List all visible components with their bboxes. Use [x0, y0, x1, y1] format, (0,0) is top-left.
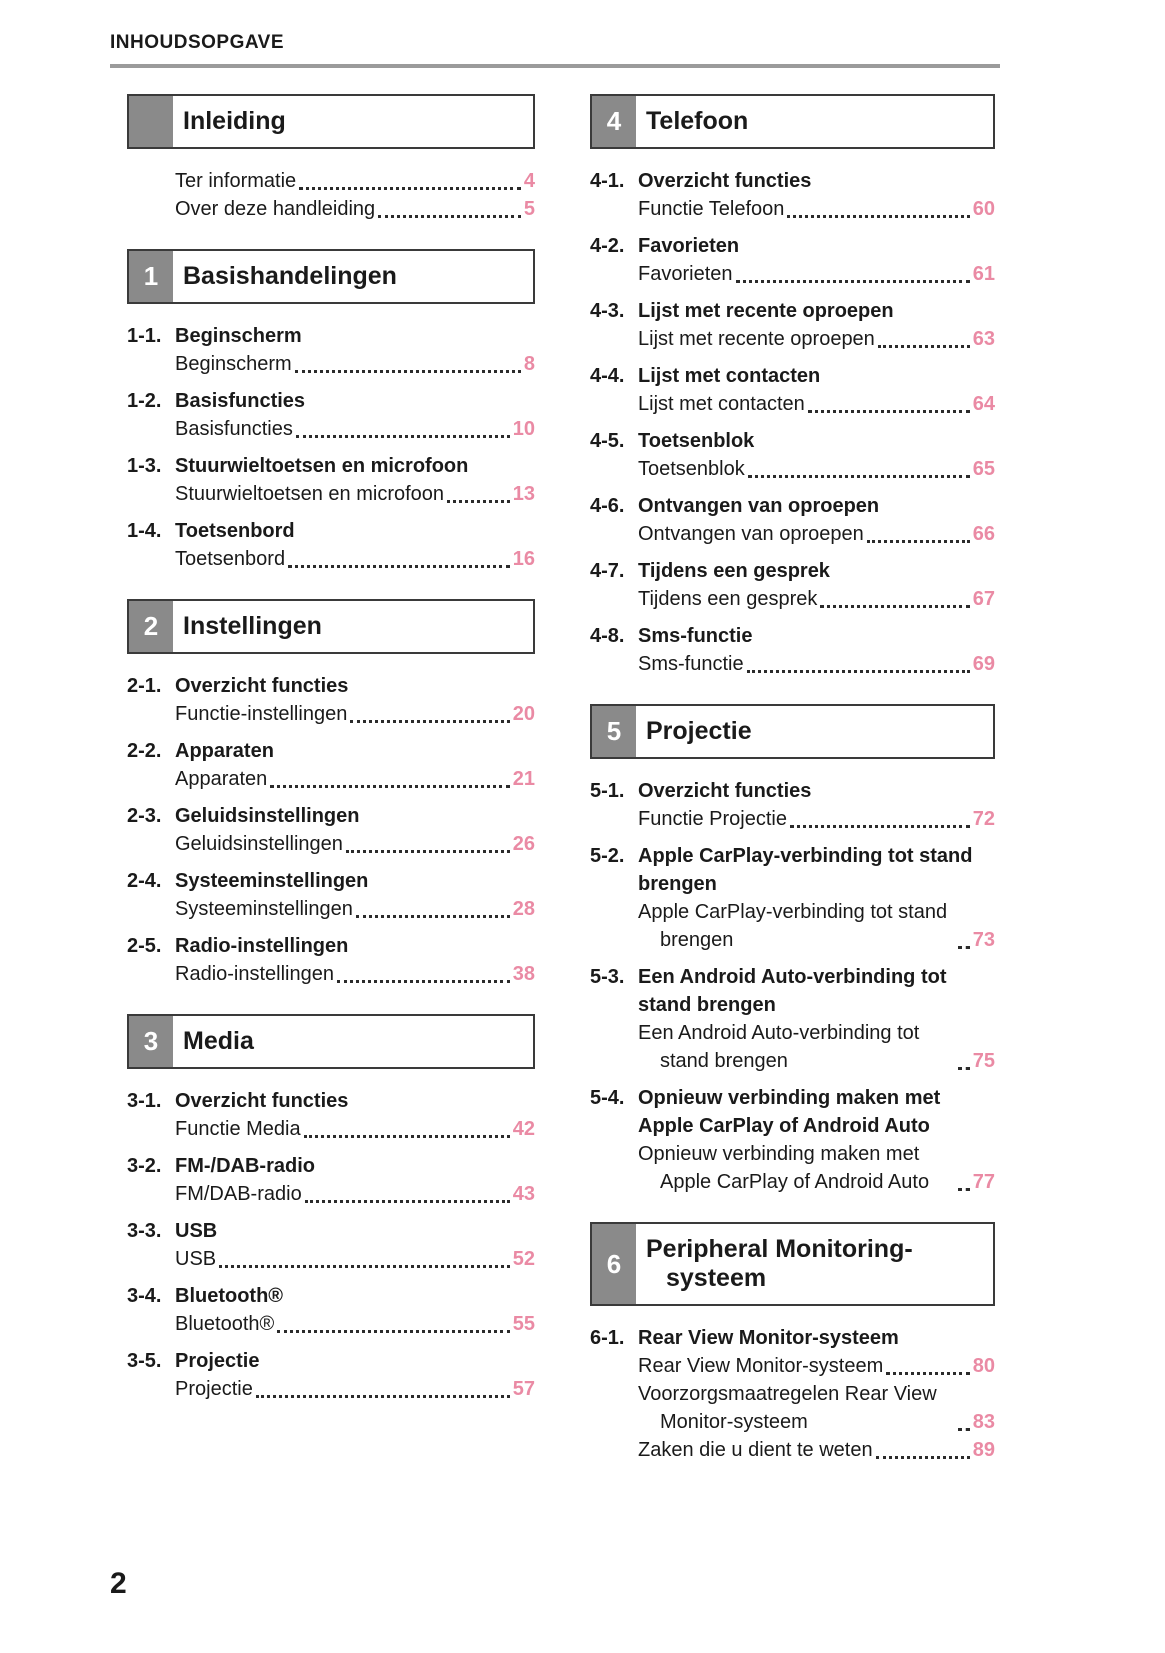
- toc-entry[interactable]: [127, 195, 535, 223]
- subheading-number: 4-1.: [590, 170, 625, 192]
- entry-label: Sms-functie: [638, 653, 744, 675]
- entry-page-number: 26: [512, 833, 535, 855]
- toc-subheading: [127, 1347, 535, 1375]
- toc-subheading: [127, 802, 535, 830]
- toc-entry[interactable]: [127, 700, 535, 728]
- leader-dots: [356, 915, 510, 918]
- toc-entry[interactable]: [127, 1310, 535, 1338]
- chapter-header: [127, 94, 535, 149]
- chapter-title: Instellingen: [183, 612, 322, 640]
- entry-label: Functie-instellingen: [175, 703, 348, 725]
- entry-page-number: 73: [972, 929, 995, 951]
- entry-page-number: 67: [972, 588, 995, 610]
- subheading-label: Een Android Auto-verbinding tot stand brengen: [638, 966, 947, 1016]
- leader-dots: [886, 1372, 969, 1375]
- entry-page-number: 4: [523, 170, 535, 192]
- leader-dots: [790, 825, 970, 828]
- entry-page-number: 64: [972, 393, 995, 415]
- entry-label: Bluetooth®: [175, 1313, 275, 1335]
- chapter-number-badge: 2: [129, 601, 173, 652]
- toc-subheading: [127, 1282, 535, 1310]
- toc-columns: [127, 94, 995, 1464]
- toc-entry[interactable]: [127, 765, 535, 793]
- chapter-header: [590, 94, 995, 149]
- toc-subheading: [127, 452, 535, 480]
- subheading-label: Overzicht functies: [175, 1090, 349, 1112]
- toc-subheading: [590, 777, 995, 805]
- subheading-number: 6-1.: [590, 1327, 625, 1349]
- entry-page-number: 43: [512, 1183, 535, 1205]
- leader-dots: [277, 1330, 510, 1333]
- chapter-header: [590, 704, 995, 759]
- entry-page-number: 38: [512, 963, 535, 985]
- leader-dots: [736, 280, 970, 283]
- entry-label: Beginscherm: [175, 353, 292, 375]
- toc-entry[interactable]: [127, 1245, 535, 1273]
- chapter-header: [127, 249, 535, 304]
- entry-page-number: 60: [972, 198, 995, 220]
- entry-page-number: 57: [512, 1378, 535, 1400]
- subheading-label: Apple CarPlay-verbinding tot stand brengen: [638, 845, 973, 895]
- toc-subheading: [590, 622, 995, 650]
- entry-page-number: 16: [512, 548, 535, 570]
- leader-dots: [346, 850, 510, 853]
- header-rule: [110, 64, 1000, 68]
- subheading-number: 4-2.: [590, 235, 625, 257]
- toc-entry[interactable]: [127, 895, 535, 923]
- chapter-title: Media: [183, 1027, 254, 1055]
- entry-label: Lijst met contacten: [638, 393, 805, 415]
- toc-column: [127, 94, 535, 1403]
- toc-entry[interactable]: [127, 415, 535, 443]
- toc-entry[interactable]: [127, 1375, 535, 1403]
- entry-page-number: 65: [972, 458, 995, 480]
- leader-dots: [256, 1395, 510, 1398]
- leader-dots: [958, 1428, 970, 1431]
- toc-subheading: [590, 963, 995, 1019]
- toc-subheading: [590, 1324, 995, 1352]
- toc-subheading: [127, 672, 535, 700]
- leader-dots: [808, 410, 970, 413]
- chapter-number-badge: 3: [129, 1016, 173, 1067]
- chapter-number-badge: 6: [592, 1224, 636, 1304]
- entry-page-number: 89: [972, 1439, 995, 1461]
- entry-label: Voorzorgsmaatregelen Rear View Monitor-systeem: [638, 1383, 937, 1433]
- entry-label: Projectie: [175, 1378, 253, 1400]
- entry-page-number: 55: [512, 1313, 535, 1335]
- toc-entry[interactable]: [590, 1380, 995, 1436]
- entry-label: Zaken die u dient te weten: [638, 1439, 873, 1461]
- subheading-label: Tijdens een gesprek: [638, 560, 830, 582]
- toc-entry[interactable]: [590, 520, 995, 548]
- subheading-label: Rear View Monitor-systeem: [638, 1327, 899, 1349]
- entry-label: Een Android Auto-verbinding tot stand brengen: [638, 1022, 920, 1072]
- subheading-label: Toetsenblok: [638, 430, 755, 452]
- entry-label: Geluidsinstellingen: [175, 833, 343, 855]
- entry-page-number: 10: [512, 418, 535, 440]
- chapter-number-badge: 1: [129, 251, 173, 302]
- subheading-label: Geluidsinstellingen: [175, 805, 360, 827]
- subheading-label: Opnieuw verbinding maken met Apple CarPlay of Android Auto: [638, 1087, 941, 1137]
- leader-dots: [350, 720, 509, 723]
- entry-label: Toetsenblok: [638, 458, 745, 480]
- toc-entry[interactable]: [590, 1436, 995, 1464]
- toc-entry[interactable]: [590, 898, 995, 954]
- subheading-label: Toetsenbord: [175, 520, 295, 542]
- subheading-number: 2-5.: [127, 935, 162, 957]
- subheading-label: Sms-functie: [638, 625, 753, 647]
- leader-dots: [270, 785, 509, 788]
- leader-dots: [748, 475, 970, 478]
- toc-entry[interactable]: [590, 650, 995, 678]
- subheading-number: 2-3.: [127, 805, 162, 827]
- leader-dots: [378, 215, 521, 218]
- entry-label: Tijdens een gesprek: [638, 588, 818, 610]
- subheading-number: 4-5.: [590, 430, 625, 452]
- subheading-number: 5-1.: [590, 780, 625, 802]
- toc-subheading: [590, 557, 995, 585]
- entry-label: Radio-instellingen: [175, 963, 334, 985]
- entry-label: USB: [175, 1248, 217, 1270]
- subheading-label: Overzicht functies: [175, 675, 349, 697]
- chapter-header: [590, 1222, 995, 1306]
- toc-entry[interactable]: [590, 195, 995, 223]
- entry-page-number: 20: [512, 703, 535, 725]
- subheading-label: Apparaten: [175, 740, 274, 762]
- leader-dots: [304, 1135, 510, 1138]
- toc-subheading: [127, 387, 535, 415]
- toc-subheading: [590, 167, 995, 195]
- entry-label: Ter informatie: [175, 170, 297, 192]
- entry-page-number: 42: [512, 1118, 535, 1140]
- entry-page-number: 69: [972, 653, 995, 675]
- subheading-number: 2-4.: [127, 870, 162, 892]
- toc-entry[interactable]: [590, 260, 995, 288]
- subheading-number: 5-3.: [590, 966, 625, 988]
- toc-entry[interactable]: [127, 830, 535, 858]
- leader-dots: [787, 215, 969, 218]
- entry-page-number: 75: [972, 1050, 995, 1072]
- toc-entry[interactable]: [590, 1019, 995, 1075]
- subheading-label: Lijst met contacten: [638, 365, 821, 387]
- entry-page-number: 28: [512, 898, 535, 920]
- subheading-number: 3-3.: [127, 1220, 162, 1242]
- chapter-title: Inleiding: [183, 107, 286, 135]
- subheading-label: Systeeminstellingen: [175, 870, 369, 892]
- subheading-number: 1-3.: [127, 455, 162, 477]
- subheading-number: 1-1.: [127, 325, 162, 347]
- leader-dots: [219, 1265, 510, 1268]
- toc-entry[interactable]: [590, 455, 995, 483]
- leader-dots: [958, 1067, 970, 1070]
- chapter-title: Telefoon: [646, 107, 749, 135]
- subheading-label: FM-/DAB-radio: [175, 1155, 315, 1177]
- subheading-label: Lijst met recente oproepen: [638, 300, 894, 322]
- toc-entry[interactable]: [127, 1180, 535, 1208]
- entry-page-number: 66: [972, 523, 995, 545]
- entry-label: Apparaten: [175, 768, 268, 790]
- subheading-number: 3-1.: [127, 1090, 162, 1112]
- entry-label: Basisfuncties: [175, 418, 293, 440]
- toc-entry[interactable]: [127, 350, 535, 378]
- subheading-number: 1-2.: [127, 390, 162, 412]
- entry-page-number: 72: [972, 808, 995, 830]
- toc-entry[interactable]: [127, 545, 535, 573]
- toc-entry[interactable]: [127, 167, 535, 195]
- entry-label: Toetsenbord: [175, 548, 286, 570]
- leader-dots: [288, 565, 510, 568]
- leader-dots: [447, 500, 510, 503]
- entry-page-number: 83: [972, 1411, 995, 1433]
- entry-page-number: 52: [512, 1248, 535, 1270]
- toc-subheading: [590, 427, 995, 455]
- toc-entry[interactable]: [590, 390, 995, 418]
- entry-label: Functie Media: [175, 1118, 301, 1140]
- subheading-number: 4-8.: [590, 625, 625, 647]
- entry-page-number: 5: [523, 198, 535, 220]
- toc-subheading: [590, 1084, 995, 1140]
- chapter-header: [127, 599, 535, 654]
- subheading-label: Overzicht functies: [638, 170, 812, 192]
- toc-subheading: [127, 1217, 535, 1245]
- subheading-label: Overzicht functies: [638, 780, 812, 802]
- entry-label: Stuurwieltoetsen en microfoon: [175, 483, 445, 505]
- entry-label: Favorieten: [638, 263, 733, 285]
- subheading-number: 3-4.: [127, 1285, 162, 1307]
- entry-label: Rear View Monitor-systeem: [638, 1355, 884, 1377]
- toc-entry[interactable]: [127, 1115, 535, 1143]
- subheading-number: 4-3.: [590, 300, 625, 322]
- toc-subheading: [127, 322, 535, 350]
- subheading-label: Basisfuncties: [175, 390, 306, 412]
- entry-label: Apple CarPlay-verbinding tot stand brengen: [638, 901, 948, 951]
- subheading-label: Favorieten: [638, 235, 740, 257]
- entry-label: Over deze handleiding: [175, 198, 376, 220]
- entry-label: Opnieuw verbinding maken met Apple CarPlay of Android Auto: [638, 1143, 930, 1193]
- toc-column: [590, 94, 995, 1464]
- subheading-number: 3-5.: [127, 1350, 162, 1372]
- toc-subheading: [590, 362, 995, 390]
- leader-dots: [299, 187, 521, 190]
- leader-dots: [958, 1188, 970, 1191]
- toc-subheading: [590, 842, 995, 898]
- toc-subheading: [127, 867, 535, 895]
- leader-dots: [867, 540, 970, 543]
- chapter-title: Projectie: [646, 717, 752, 745]
- toc-entry[interactable]: [127, 960, 535, 988]
- leader-dots: [958, 946, 970, 949]
- chapter-header: [127, 1014, 535, 1069]
- toc-subheading: [590, 232, 995, 260]
- subheading-number: 1-4.: [127, 520, 162, 542]
- subheading-label: Bluetooth®: [175, 1285, 284, 1307]
- leader-dots: [305, 1200, 510, 1203]
- toc-entry[interactable]: [590, 325, 995, 353]
- subheading-number: 4-6.: [590, 495, 625, 517]
- subheading-number: 2-1.: [127, 675, 162, 697]
- leader-dots: [820, 605, 969, 608]
- subheading-label: Radio-instellingen: [175, 935, 349, 957]
- toc-subheading: [127, 517, 535, 545]
- entry-label: Ontvangen van oproepen: [638, 523, 864, 545]
- chapter-title: Basishandelingen: [183, 262, 397, 290]
- entry-page-number: 61: [972, 263, 995, 285]
- toc-subheading: [127, 737, 535, 765]
- toc-entry[interactable]: [590, 1140, 995, 1196]
- toc-subheading: [127, 1087, 535, 1115]
- entry-page-number: 8: [523, 353, 535, 375]
- toc-entry[interactable]: [590, 805, 995, 833]
- leader-dots: [296, 435, 510, 438]
- entry-label: Systeeminstellingen: [175, 898, 353, 920]
- subheading-number: 3-2.: [127, 1155, 162, 1177]
- toc-subheading: [590, 492, 995, 520]
- leader-dots: [876, 1456, 970, 1459]
- entry-page-number: 13: [512, 483, 535, 505]
- entry-label: Lijst met recente oproepen: [638, 328, 875, 350]
- page-title: INHOUDSOPGAVE: [110, 32, 285, 53]
- subheading-number: 5-2.: [590, 845, 625, 867]
- subheading-number: 4-4.: [590, 365, 625, 387]
- subheading-label: Beginscherm: [175, 325, 302, 347]
- toc-subheading: [127, 1152, 535, 1180]
- page-number: 2: [110, 1567, 127, 1600]
- subheading-number: 5-4.: [590, 1087, 625, 1109]
- chapter-title: Peripheral Monitoring-systeem: [646, 1235, 913, 1292]
- toc-entry[interactable]: [127, 480, 535, 508]
- leader-dots: [337, 980, 510, 983]
- subheading-number: 2-2.: [127, 740, 162, 762]
- entry-page-number: 77: [972, 1171, 995, 1193]
- chapter-number-badge: 4: [592, 96, 636, 147]
- entry-label: FM/DAB-radio: [175, 1183, 302, 1205]
- chapter-number-badge: 5: [592, 706, 636, 757]
- leader-dots: [295, 370, 521, 373]
- subheading-label: Stuurwieltoetsen en microfoon: [175, 455, 469, 477]
- subheading-label: USB: [175, 1220, 218, 1242]
- toc-subheading: [590, 297, 995, 325]
- leader-dots: [878, 345, 970, 348]
- entry-page-number: 80: [972, 1355, 995, 1377]
- subheading-label: Ontvangen van oproepen: [638, 495, 880, 517]
- chapter-number-badge: [129, 96, 173, 147]
- entry-page-number: 63: [972, 328, 995, 350]
- subheading-label: Projectie: [175, 1350, 260, 1372]
- toc-subheading: [127, 932, 535, 960]
- document-header: [0, 0, 1165, 54]
- entry-page-number: 21: [512, 768, 535, 790]
- entry-label: Functie Telefoon: [638, 198, 785, 220]
- toc-entry[interactable]: [590, 585, 995, 613]
- entry-label: Functie Projectie: [638, 808, 787, 830]
- leader-dots: [747, 670, 970, 673]
- toc-entry[interactable]: [590, 1352, 995, 1380]
- subheading-number: 4-7.: [590, 560, 625, 582]
